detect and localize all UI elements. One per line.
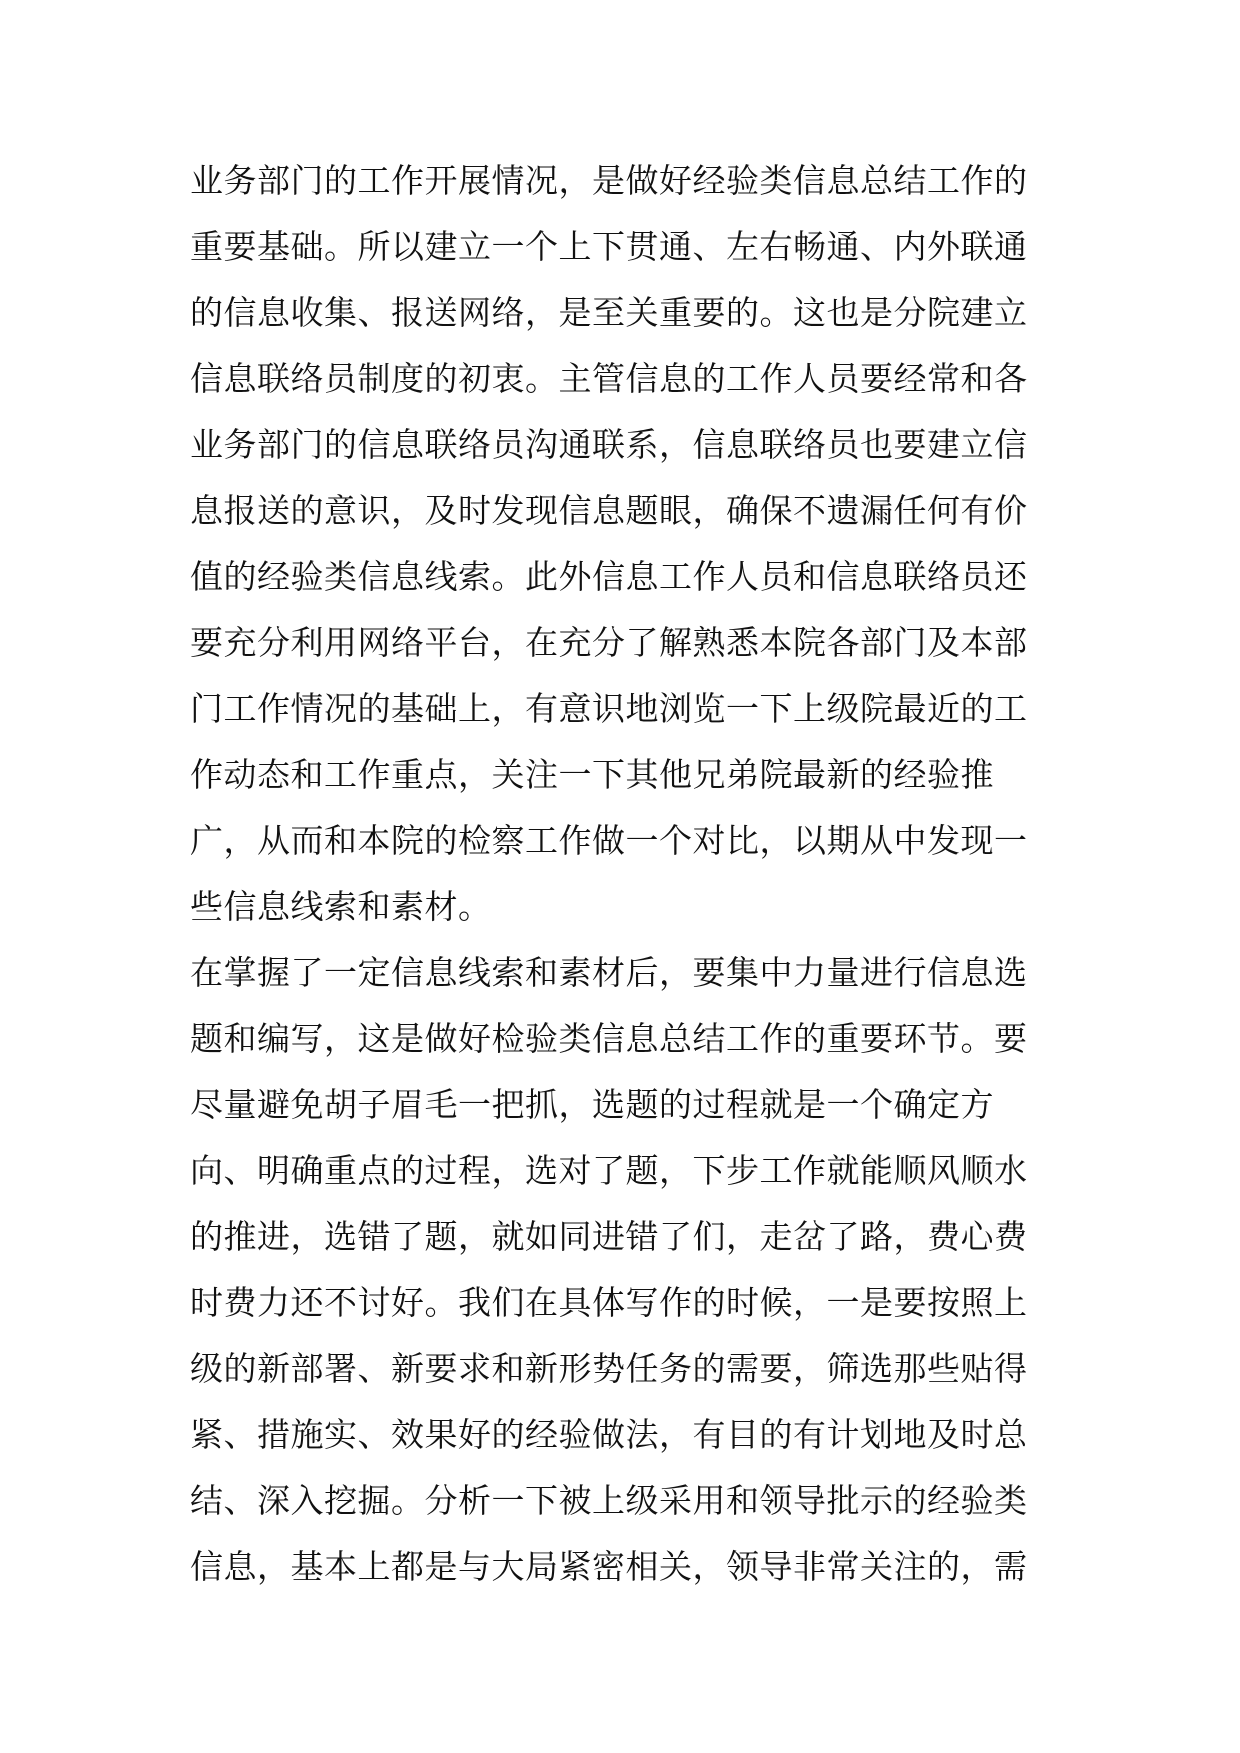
text-line: 业务部门的信息联络员沟通联系，信息联络员也要建立信 [190,425,1028,464]
text-line: 结、深入挖掘。分析一下被上级采用和领导批示的经验类 [190,1481,1028,1520]
text-line: 尽量避免胡子眉毛一把抓，选题的过程就是一个确定方 [190,1085,994,1124]
text-line: 的推进，选错了题，就如同进错了们，走岔了路，费心费 [190,1217,1028,1256]
text-line: 向、明确重点的过程，选对了题，下步工作就能顺风顺水 [190,1151,1028,1190]
text-line: 重要基础。所以建立一个上下贯通、左右畅通、内外联通 [190,227,1028,266]
text-line: 题和编写，这是做好检验类信息总结工作的重要环节。要 [190,1019,1028,1058]
paragraph-1 [190,148,1050,940]
text-line: 紧、措施实、效果好的经验做法，有目的有计划地及时总 [190,1415,1028,1454]
text-line: 值的经验类信息线索。此外信息工作人员和信息联络员还 [190,557,1028,596]
text-line: 在掌握了一定信息线索和素材后，要集中力量进行信息选 [190,953,1028,992]
text-line: 的信息收集、报送网络，是至关重要的。这也是分院建立 [190,293,1028,332]
text-line: 作动态和工作重点，关注一下其他兄弟院最新的经验推 [190,755,994,794]
text-line: 级的新部署、新要求和新形势任务的需要，筛选那些贴得 [190,1349,1028,1388]
paragraph-2 [190,940,1050,1600]
text-line: 业务部门的工作开展情况，是做好经验类信息总结工作的 [190,161,1028,200]
text-line: 时费力还不讨好。我们在具体写作的时候，一是要按照上 [190,1283,1028,1322]
text-line: 信息，基本上都是与大局紧密相关，领导非常关注的，需 [190,1547,1028,1586]
text-line: 门工作情况的基础上，有意识地浏览一下上级院最近的工 [190,689,1028,728]
text-line: 些信息线索和素材。 [190,887,492,926]
text-line: 广，从而和本院的检察工作做一个对比，以期从中发现一 [190,821,1028,860]
text-line: 要充分利用网络平台，在充分了解熟悉本院各部门及本部 [190,623,1028,662]
text-line: 信息联络员制度的初衷。主管信息的工作人员要经常和各 [190,359,1028,398]
text-line: 息报送的意识，及时发现信息题眼，确保不遗漏任何有价 [190,491,1028,530]
